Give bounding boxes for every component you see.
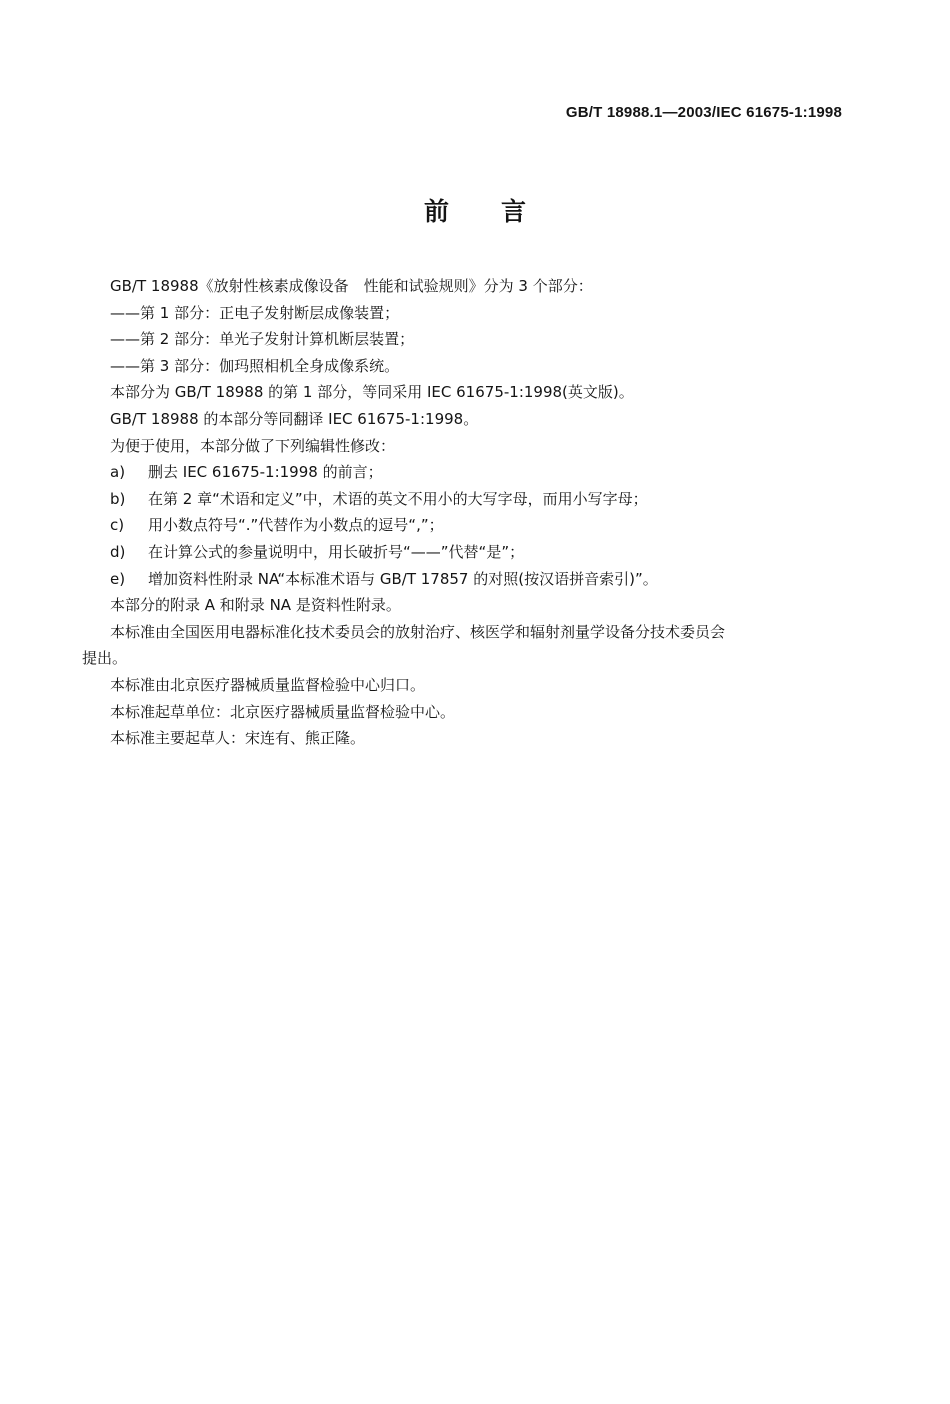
translation-paragraph: GB/T 18988 的本部分等同翻译 IEC 61675-1:1998。 bbox=[110, 409, 479, 428]
document-body bbox=[82, 273, 850, 752]
part-2-item: ——第 2 部分：单光子发射计算机断层装置； bbox=[110, 330, 415, 349]
annex-paragraph: 本部分的附录 A 和附录 NA 是资料性附录。 bbox=[110, 596, 401, 615]
edits-intro-paragraph: 为便于使用，本部分做了下列编辑性修改： bbox=[110, 436, 396, 455]
centralized-paragraph: 本标准由北京医疗器械质量监督检验中心归口。 bbox=[110, 675, 426, 694]
standard-code: GB/T 18988.1—2003/IEC 61675-1:1998 bbox=[565, 104, 842, 121]
page-title: 前言 bbox=[423, 197, 578, 226]
edit-text: 用小数点符号“.”代替作为小数点的逗号“,”； bbox=[148, 516, 444, 535]
edit-item-a bbox=[110, 459, 850, 486]
edit-item-d bbox=[110, 539, 850, 566]
edit-text: 在第 2 章“术语和定义”中，术语的英文不用小的大写字母，而用小写字母； bbox=[148, 489, 648, 508]
part-1-item: ——第 1 部分：正电子发射断层成像装置； bbox=[110, 303, 400, 322]
edit-text: 删去 IEC 61675-1:1998 的前言； bbox=[148, 463, 383, 482]
edit-text: 增加资料性附录 NA“本标准术语与 GB/T 17857 的对照(按汉语拼音索引)”。 bbox=[148, 569, 658, 588]
drafters-paragraph: 本标准主要起草人：宋连有、熊正隆。 bbox=[110, 729, 366, 748]
intro-paragraph: GB/T 18988《放射性核素成像设备 性能和试验规则》分为 3 个部分： bbox=[110, 277, 593, 295]
proposed-by-continuation: 提出。 bbox=[82, 649, 128, 668]
edit-item-b bbox=[110, 486, 850, 513]
drafting-unit-paragraph: 本标准起草单位：北京医疗器械质量监督检验中心。 bbox=[110, 702, 456, 721]
part-3-item: ——第 3 部分：伽玛照相机全身成像系统。 bbox=[110, 356, 400, 375]
edit-marker: c) bbox=[110, 516, 125, 535]
edit-marker: b) bbox=[110, 489, 126, 508]
adoption-paragraph: 本部分为 GB/T 18988 的第 1 部分，等同采用 IEC 61675-1:1998(英文版)。 bbox=[110, 383, 634, 402]
edit-item-c bbox=[110, 512, 850, 539]
edit-marker: a) bbox=[110, 463, 126, 482]
edit-marker: d) bbox=[110, 542, 126, 561]
edit-item-e bbox=[110, 566, 850, 593]
proposed-by-paragraph: 本标准由全国医用电器标准化技术委员会的放射治疗、核医学和辐射剂量学设备分技术委员会 bbox=[110, 622, 726, 641]
edit-text: 在计算公式的参量说明中，用长破折号“——”代替“是”； bbox=[148, 542, 525, 561]
edit-marker: e) bbox=[110, 569, 126, 588]
